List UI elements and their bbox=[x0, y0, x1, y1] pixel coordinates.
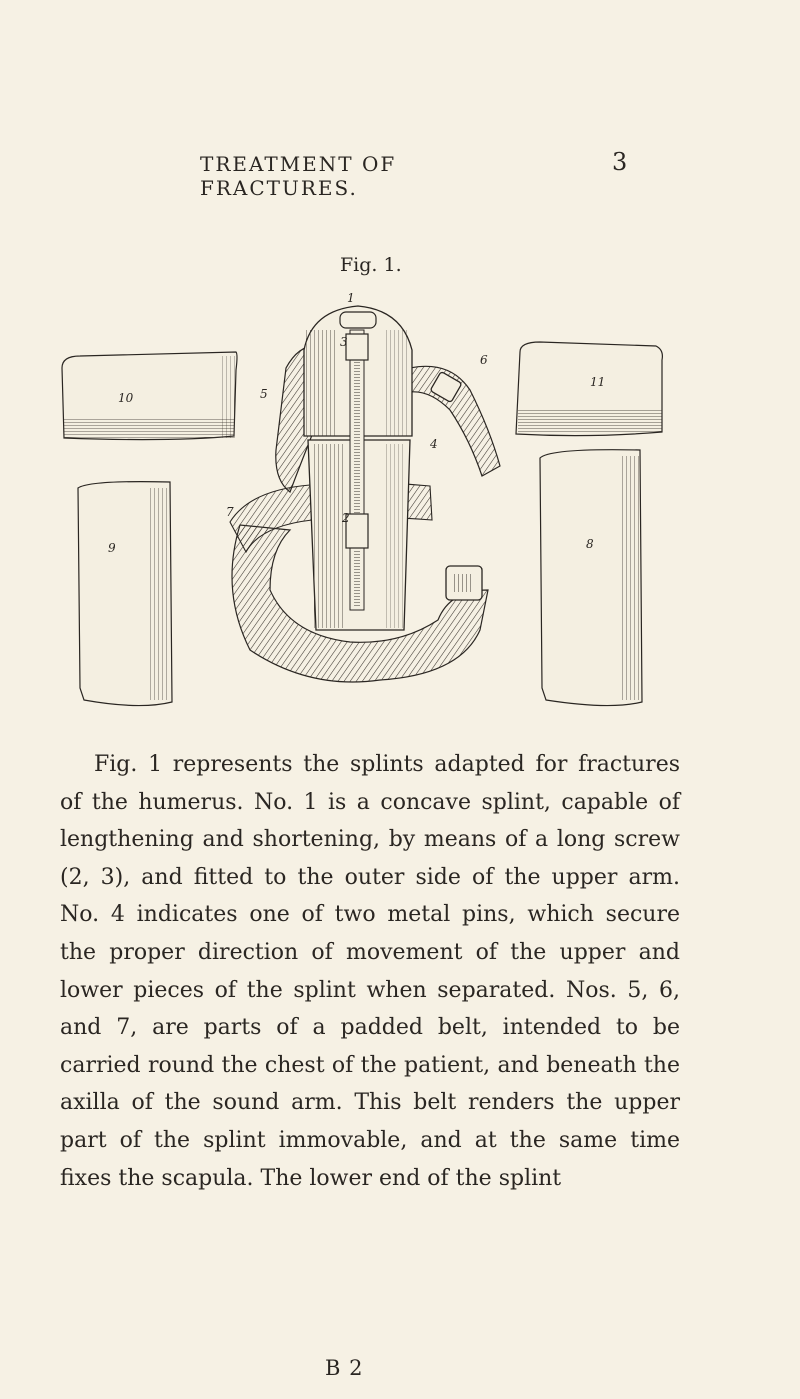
label-2: 2 bbox=[342, 511, 350, 525]
body-paragraph-text: Fig. 1 represents the splints adapted for fractures of the humerus. No. 1 is a concave splint, capable of lengthening and shortening, by means of a long screw (2, 3), and fitted to the outer side of the upper arm. No. 4 indicates one of two metal pins, which secure the proper direction of movement of the upper and lower pieces of the splint when separated. Nos. 5, 6, and 7, are parts of a padded belt, intended to be carried round the chest of the patient, and beneath the axilla of the sound arm. This belt renders the upper part of the splint immovable, and at the same time fixes the scapula. The lower end of the splint bbox=[60, 752, 680, 1191]
label-9: 9 bbox=[108, 541, 116, 555]
label-4: 4 bbox=[430, 437, 438, 451]
label-10: 10 bbox=[118, 391, 134, 405]
body-paragraph bbox=[60, 746, 680, 1197]
page-number: 3 bbox=[612, 148, 628, 176]
label-8: 8 bbox=[586, 537, 594, 551]
splint-piece-10 bbox=[62, 352, 237, 440]
shoulder-strap-6 bbox=[410, 366, 500, 476]
label-3: 3 bbox=[340, 335, 348, 349]
splint-piece-9 bbox=[78, 482, 172, 706]
splint-piece-8 bbox=[540, 450, 642, 706]
label-11: 11 bbox=[590, 375, 606, 389]
running-head: TREATMENT OF FRACTURES. bbox=[200, 152, 397, 200]
label-7: 7 bbox=[226, 505, 234, 519]
figure-caption: Fig. 1. bbox=[340, 254, 402, 276]
label-1: 1 bbox=[347, 291, 355, 305]
signature-mark: B 2 bbox=[325, 1356, 364, 1380]
splint-illustration bbox=[50, 290, 680, 720]
label-6: 6 bbox=[480, 353, 488, 367]
label-5: 5 bbox=[260, 387, 268, 401]
